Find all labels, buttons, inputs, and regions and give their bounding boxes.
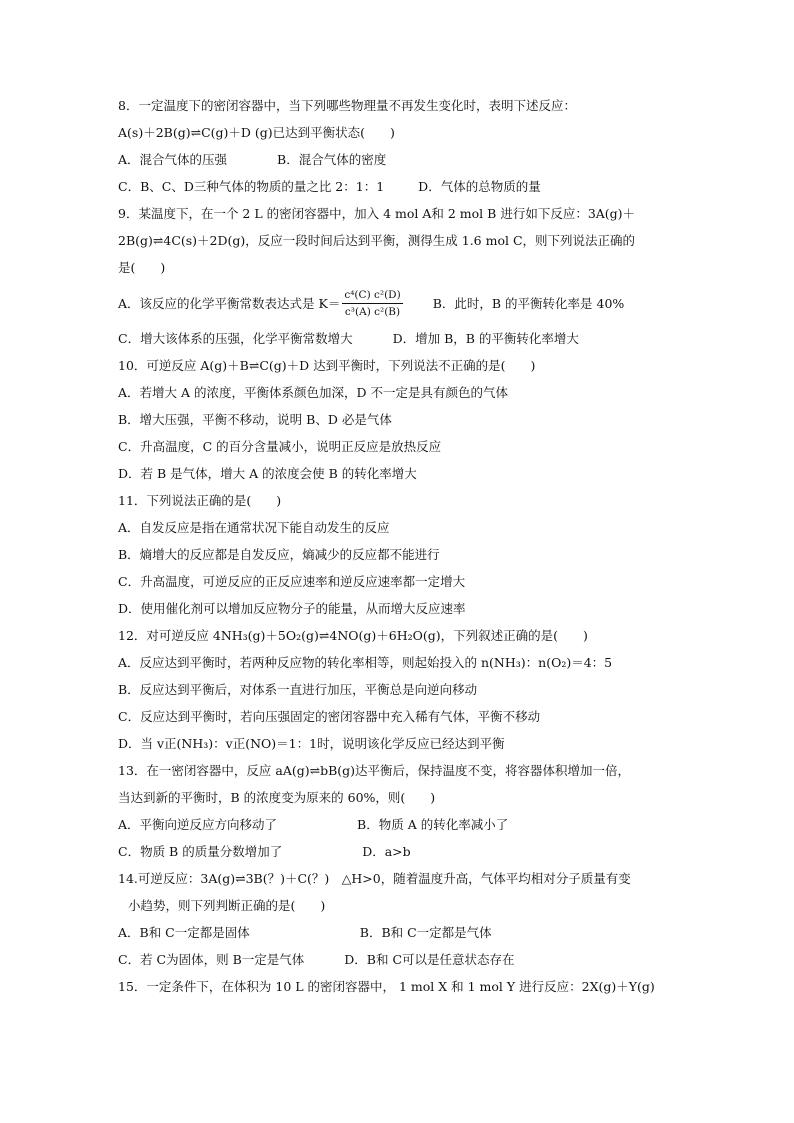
q14-stem: 14.可逆反应：3A(g)⇌3B(？)＋C(？) △H>0，随着温度升高，气体平均相对分子质量有变 — [118, 871, 631, 886]
q8-option-d: D．气体的总物质的量 — [418, 179, 541, 194]
q13-options-cd — [118, 838, 718, 865]
q9-stem-2: 2B(g)⇌4C(s)＋2D(g)，反应一段时间后达到平衡，测得生成 1.6 mol C，则下列说法正确的 — [118, 233, 636, 248]
q12-option-c: C．反应达到平衡时，若向压强固定的密闭容器中充入稀有气体，平衡不移动 — [118, 709, 541, 724]
q9-option-d: D．增加 B，B 的平衡转化率增大 — [392, 331, 579, 346]
q8-stem-2: A(s)＋2B(g)⇌C(g)＋D (g)已达到平衡状态( ) — [118, 125, 395, 140]
q13-stem: 13．在一密闭容器中，反应 aA(g)⇌bB(g)达平衡后，保持温度不变，将容器体积增加一倍， — [118, 763, 631, 778]
q12-stem: 12．对可逆反应 4NH₃(g)＋5O₂(g)⇌4NO(g)＋6H₂O(g)，下列叙述正确的是( ) — [118, 628, 588, 643]
q15-stem: 15．一定条件下，在体积为 10 L 的密闭容器中， 1 mol X 和 1 mol Y 进行反应：2X(g)＋Y(g) — [118, 979, 655, 994]
q9-option-c: C．增大该体系的压强，化学平衡常数增大 — [118, 331, 353, 346]
equilibrium-constant-fraction — [342, 288, 402, 319]
q14-options-ab — [118, 919, 718, 946]
q14-options-cd — [118, 946, 718, 973]
q10-stem: 10．可逆反应 A(g)＋B⇌C(g)＋D 达到平衡时，下列说法不正确的是( ) — [118, 358, 536, 373]
q9-options-cd — [118, 325, 718, 352]
q9-option-a-prefix: A．该反应的化学平衡常数表达式是 K＝ — [118, 296, 341, 311]
q13-option-a: A．平衡向逆反应方向移动了 — [118, 817, 278, 832]
q14-option-c: C．若 C为固体，则 B一定是气体 — [118, 952, 305, 967]
q8-options-ab — [118, 146, 718, 173]
q9-option-b: B．此时，B 的平衡转化率是 40% — [432, 296, 625, 311]
q11-stem: 11．下列说法正确的是( ) — [118, 493, 282, 508]
q8-option-c: C．B、C、D三种气体的物质的量之比 2：1：1 — [118, 179, 385, 194]
q12-option-b: B．反应达到平衡后，对体系一直进行加压，平衡总是向逆向移动 — [118, 682, 478, 697]
q12-option-d: D．当 v正(NH₃)：v正(NO)＝1：1时，说明该化学反应已经达到平衡 — [118, 736, 505, 751]
q13-option-d: D．a>b — [362, 844, 411, 859]
q13-option-b: B．物质 A 的转化率减小了 — [357, 817, 509, 832]
q10-option-b: B．增大压强，平衡不移动，说明 B、D 必是气体 — [118, 412, 392, 427]
q8-stem: 8．一定温度下的密闭容器中，当下列哪些物理量不再发生变化时，表明下述反应： — [118, 98, 576, 113]
q10-option-a: A．若增大 A 的浓度，平衡体系颜色加深，D 不一定是具有颜色的气体 — [118, 385, 508, 400]
q13-option-c: C．物质 B 的质量分数增加了 — [118, 844, 283, 859]
q9-stem-3: 是( ) — [118, 260, 166, 275]
q14-option-a: A．B和 C一定都是固体 — [118, 925, 250, 940]
fraction-numerator: c⁴(C) c²(D) — [342, 288, 402, 304]
q11-option-c: C．升高温度，可逆反应的正反应速率和逆反应速率都一定增大 — [118, 574, 466, 589]
q9-options-ab — [118, 281, 718, 325]
q10-option-c: C．升高温度，C 的百分含量减小，说明正反应是放热反应 — [118, 439, 442, 454]
q9-stem: 9．某温度下，在一个 2 L 的密闭容器中，加入 4 mol A和 2 mol B 进行如下反应：3A(g)＋ — [118, 206, 636, 221]
q8-option-b: B．混合气体的密度 — [277, 152, 387, 167]
q13-stem-2: 当达到新的平衡时，B 的浓度变为原来的 60%，则( ) — [118, 790, 436, 805]
q11-option-a: A．自发反应是指在通常状况下能自动发生的反应 — [118, 520, 390, 535]
fraction-denominator: c³(A) c²(B) — [344, 305, 401, 318]
q8-option-a: A．混合气体的压强 — [118, 152, 228, 167]
q13-options-ab — [118, 811, 718, 838]
q14-option-b: B．B和 C一定都是气体 — [359, 925, 492, 940]
document-page — [118, 92, 718, 1000]
q8-options-cd — [118, 173, 718, 200]
q11-option-b: B．熵增大的反应都是自发反应，熵减少的反应都不能进行 — [118, 547, 440, 562]
q14-stem-2: 小趋势，则下列判断正确的是( ) — [128, 898, 326, 913]
q14-option-d: D．B和 C可以是任意状态存在 — [344, 952, 515, 967]
q11-option-d: D．使用催化剂可以增加反应物分子的能量，从而增大反应速率 — [118, 601, 466, 616]
q12-option-a: A．反应达到平衡时，若两种反应物的转化率相等，则起始投入的 n(NH₃)：n(O₂)＝4：5 — [118, 655, 613, 670]
q10-option-d: D．若 B 是气体，增大 A 的浓度会使 B 的转化率增大 — [118, 466, 417, 481]
